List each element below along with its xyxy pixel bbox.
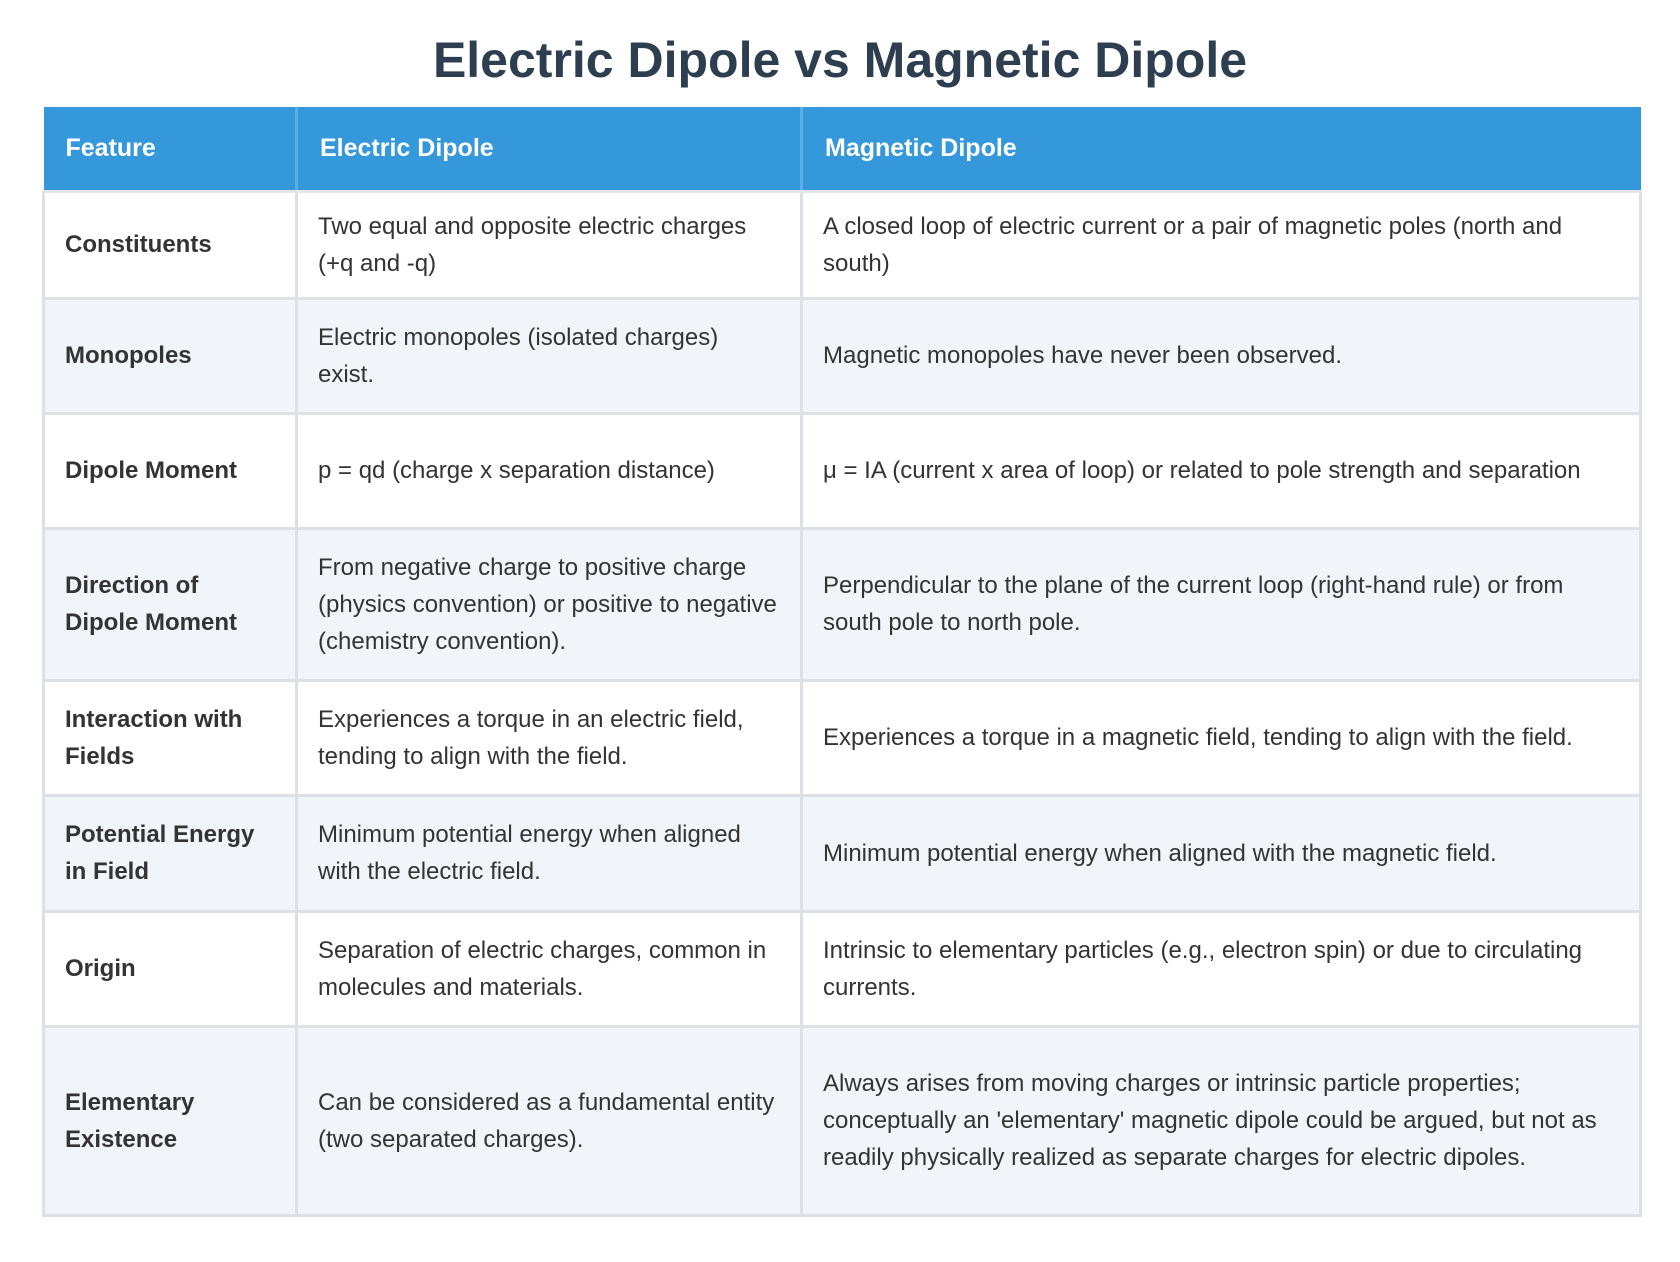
magnetic-cell: Always arises from moving charges or intrinsic particle properties; conceptually an 'elementary' magnetic dipole could be argued, but not as readily physically realized as separate charges for electric dipoles.	[802, 1026, 1641, 1215]
table-row	[44, 191, 1641, 298]
feature-cell: Dipole Moment	[44, 413, 297, 528]
table-body	[44, 191, 1641, 1215]
feature-cell: Elementary Existence	[44, 1026, 297, 1215]
magnetic-cell: μ = IA (current x area of loop) or related to pole strength and separation	[802, 413, 1641, 528]
electric-cell: Experiences a torque in an electric field, tending to align with the field.	[297, 680, 802, 795]
header-row	[44, 107, 1641, 191]
electric-cell: Separation of electric charges, common in molecules and materials.	[297, 911, 802, 1026]
feature-cell: Constituents	[44, 191, 297, 298]
header-magnetic-dipole: Magnetic Dipole	[802, 107, 1641, 191]
table-row	[44, 298, 1641, 413]
table-row	[44, 680, 1641, 795]
header-electric-dipole: Electric Dipole	[297, 107, 802, 191]
electric-cell: Two equal and opposite electric charges (+q and -q)	[297, 191, 802, 298]
feature-cell: Monopoles	[44, 298, 297, 413]
electric-cell: Minimum potential energy when aligned with the electric field.	[297, 795, 802, 911]
table-row	[44, 413, 1641, 528]
table-row	[44, 911, 1641, 1026]
table-row	[44, 528, 1641, 680]
magnetic-cell: Intrinsic to elementary particles (e.g., electron spin) or due to circulating currents.	[802, 911, 1641, 1026]
table-row	[44, 1026, 1641, 1215]
magnetic-cell: Minimum potential energy when aligned with the magnetic field.	[802, 795, 1641, 911]
header-feature: Feature	[44, 107, 297, 191]
magnetic-cell: Experiences a torque in a magnetic field, tending to align with the field.	[802, 680, 1641, 795]
feature-cell: Direction of Dipole Moment	[44, 528, 297, 680]
electric-cell: p = qd (charge x separation distance)	[297, 413, 802, 528]
table-row	[44, 795, 1641, 911]
electric-cell: Can be considered as a fundamental entity (two separated charges).	[297, 1026, 802, 1215]
magnetic-cell: Perpendicular to the plane of the current loop (right-hand rule) or from south pole to north pole.	[802, 528, 1641, 680]
table-header	[44, 107, 1641, 191]
magnetic-cell: A closed loop of electric current or a pair of magnetic poles (north and south)	[802, 191, 1641, 298]
page-title: Electric Dipole vs Magnetic Dipole	[432, 32, 1248, 88]
electric-cell: From negative charge to positive charge (physics convention) or positive to negative (chemistry convention).	[297, 528, 802, 680]
feature-cell: Potential Energy in Field	[44, 795, 297, 911]
feature-cell: Interaction with Fields	[44, 680, 297, 795]
comparison-table	[42, 107, 1642, 1217]
electric-cell: Electric monopoles (isolated charges) exist.	[297, 298, 802, 413]
magnetic-cell: Magnetic monopoles have never been observed.	[802, 298, 1641, 413]
feature-cell: Origin	[44, 911, 297, 1026]
